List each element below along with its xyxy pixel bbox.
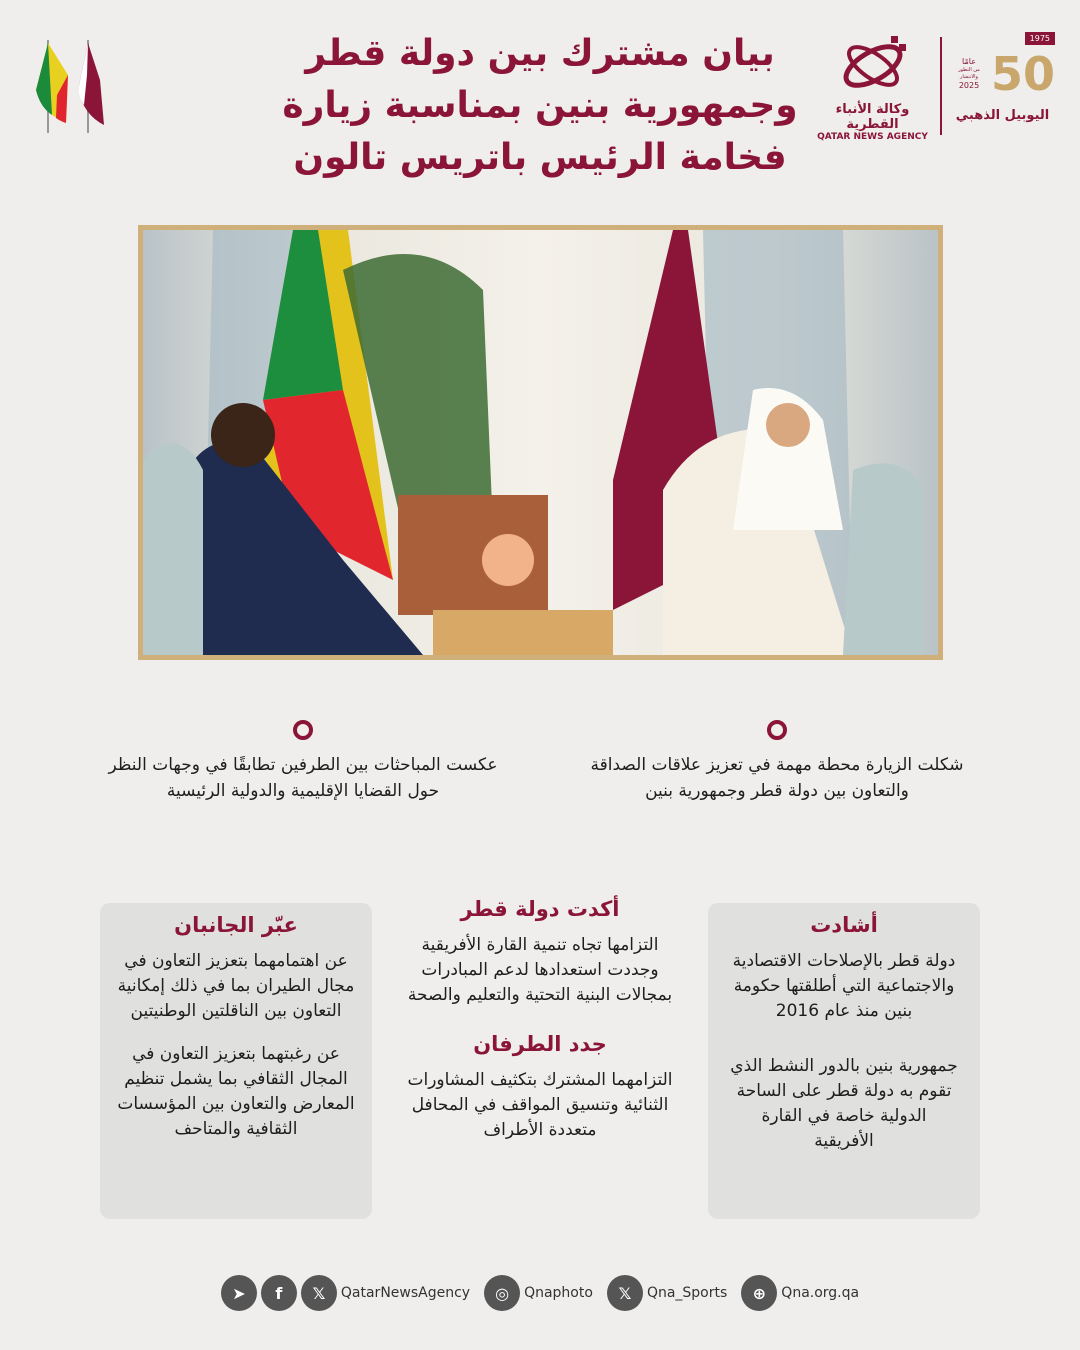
website-link[interactable]: Qna.org.qa [781, 1285, 860, 1301]
card-paragraph: التزامهما المشترك بتكثيف المشاورات الثنائية وتنسيق المواقف في المحافل متعددة الأطراف [407, 1070, 673, 1140]
card-qatar-affirmed [400, 895, 680, 1008]
qna-emblem-icon [833, 32, 913, 98]
jubilee-label: اليوبيل الذهبي [955, 108, 1050, 123]
jubilee-year-start: 1975 [1025, 32, 1055, 45]
key-point-text: شكلت الزيارة محطة مهمة في تعزيز علاقات الصداقة والتعاون بين دولة قطر وجمهورية بنين [590, 755, 964, 801]
card-paragraph: عن اهتمامهما بتعزيز التعاون في مجال الطيران بما في ذلك إمكانية التعاون بين الناقلتين الوطنيتين [117, 951, 355, 1021]
middle-column [400, 895, 680, 1143]
title-line: بيان مشترك بين دولة قطر [305, 33, 775, 74]
telegram-icon[interactable]: ➤ [221, 1275, 257, 1311]
instagram-handle-link[interactable]: Qnaphoto [524, 1285, 593, 1301]
card-praised [708, 903, 980, 1219]
title-line: فخامة الرئيس باتريس تالون [293, 137, 787, 178]
facebook-icon[interactable]: f [261, 1275, 297, 1311]
card-heading: أكدت دولة قطر [460, 897, 620, 921]
logos [810, 32, 1055, 142]
jubilee-year-end: 2025 [958, 81, 980, 90]
bullet-circle-icon [767, 720, 787, 740]
card-heading: عبّر الجانبان [174, 913, 298, 937]
globe-icon[interactable]: ⊕ [741, 1275, 777, 1311]
qna-logo [810, 32, 935, 142]
card-paragraph: جمهورية بنين بالدور النشط الذي تقوم به دولة قطر على الساحة الدولية خاصة في القارة الأفريقية [730, 1056, 958, 1151]
jubilee-years: عامًا [962, 57, 976, 66]
key-point [93, 720, 513, 804]
title-line: وجمهورية بنين بمناسبة زيارة [282, 85, 798, 126]
card-heading: أشادت [810, 913, 878, 937]
qna-handle-link[interactable]: QatarNewsAgency [340, 1285, 471, 1301]
bullet-circle-icon [293, 720, 313, 740]
golden-jubilee-logo [950, 32, 1055, 125]
card-paragraph: عن رغبتهما بتعزيز التعاون في المجال الثقافي بما يشمل تنظيم المعارض والتعاون بين المؤسسات الثقافية والمتاحف [117, 1044, 355, 1139]
instagram-icon[interactable]: ◎ [484, 1275, 520, 1311]
details-columns [100, 895, 980, 1219]
key-point [567, 720, 987, 804]
jubilee-sub: من التطور والانتشار [958, 67, 980, 80]
x-icon[interactable]: 𝕏 [301, 1275, 337, 1311]
qna-english-name: QATAR NEWS AGENCY [817, 132, 928, 142]
card-both-expressed [100, 903, 372, 1219]
jubilee-number: 50 [991, 47, 1056, 101]
qna-arabic-name: وكالة الأنباء القطرية [835, 102, 910, 132]
sports-handle-link[interactable]: Qna_Sports [646, 1285, 728, 1301]
card-heading: جدد الطرفان [473, 1032, 607, 1056]
key-point-text: عكست المباحثات بين الطرفين تطابقًا في وجهات النظر حول القضايا الإقليمية والدولية الرئيسية [108, 755, 498, 801]
card-both-renewed [400, 1030, 680, 1143]
card-paragraph: التزامها تجاه تنمية القارة الأفريقية وجددت استعدادها لدعم المبادرات بمجالات البنية التحتية والتعليم والصحة [407, 935, 673, 1005]
card-paragraph: دولة قطر بالإصلاحات الاقتصادية والاجتماعية التي أطلقتها حكومة بنين منذ عام 2016 [732, 951, 956, 1021]
social-footer [0, 1275, 1080, 1311]
meeting-photo [138, 225, 943, 660]
x-icon[interactable]: 𝕏 [607, 1275, 643, 1311]
page-title [250, 28, 830, 184]
benin-qatar-flags [30, 35, 110, 135]
